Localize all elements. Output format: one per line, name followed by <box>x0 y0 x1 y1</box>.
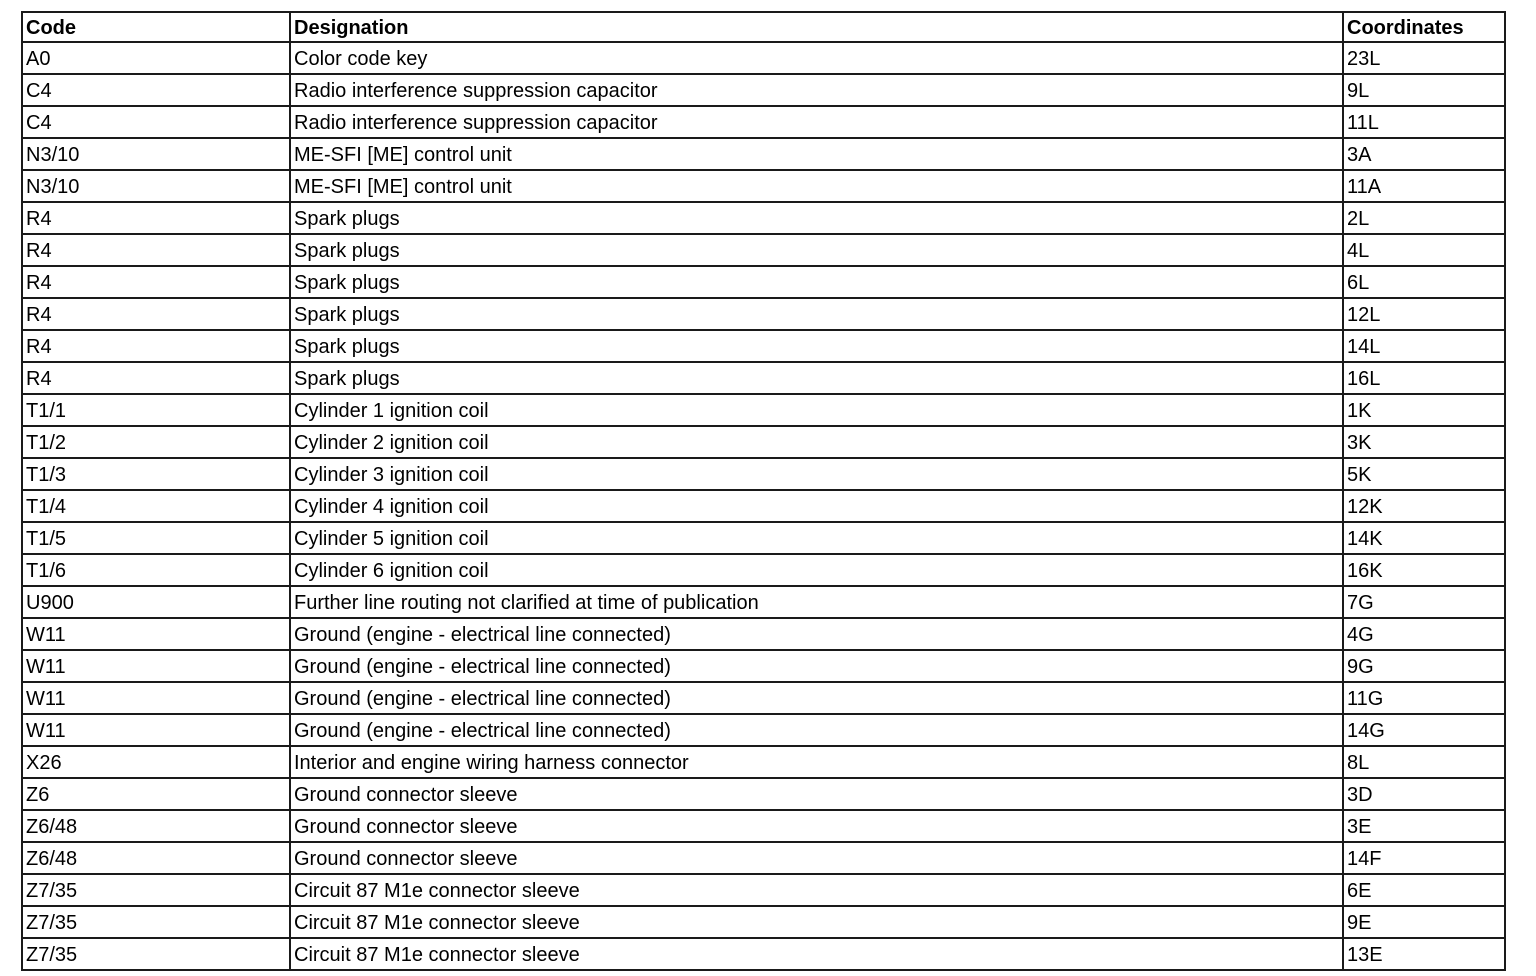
cell-designation: Interior and engine wiring harness connector <box>290 746 1343 778</box>
cell-designation: Further line routing not clarified at time of publication <box>290 586 1343 618</box>
table-row <box>22 234 1505 266</box>
cell-code: A0 <box>22 42 290 74</box>
cell-code: T1/1 <box>22 394 290 426</box>
table-header <box>22 12 1505 42</box>
table-row <box>22 42 1505 74</box>
cell-code: U900 <box>22 586 290 618</box>
cell-coordinates: 23L <box>1343 42 1505 74</box>
cell-code: Z7/35 <box>22 874 290 906</box>
cell-code: W11 <box>22 618 290 650</box>
cell-code: Z6/48 <box>22 842 290 874</box>
cell-designation: Spark plugs <box>290 234 1343 266</box>
cell-designation: Ground connector sleeve <box>290 778 1343 810</box>
cell-designation: Spark plugs <box>290 330 1343 362</box>
cell-coordinates: 11A <box>1343 170 1505 202</box>
cell-coordinates: 2L <box>1343 202 1505 234</box>
cell-code: W11 <box>22 682 290 714</box>
cell-code: Z6 <box>22 778 290 810</box>
header-coordinates: Coordinates <box>1343 12 1505 42</box>
table-row <box>22 362 1505 394</box>
cell-code: R4 <box>22 202 290 234</box>
cell-designation: Ground (engine - electrical line connected) <box>290 714 1343 746</box>
cell-coordinates: 12L <box>1343 298 1505 330</box>
table-row <box>22 618 1505 650</box>
cell-designation: Spark plugs <box>290 202 1343 234</box>
cell-designation: Circuit 87 M1e connector sleeve <box>290 906 1343 938</box>
cell-code: R4 <box>22 234 290 266</box>
cell-designation: Ground (engine - electrical line connected) <box>290 618 1343 650</box>
cell-coordinates: 1K <box>1343 394 1505 426</box>
table-row <box>22 714 1505 746</box>
cell-coordinates: 16L <box>1343 362 1505 394</box>
cell-designation: Spark plugs <box>290 298 1343 330</box>
table-row <box>22 490 1505 522</box>
table-row <box>22 746 1505 778</box>
cell-coordinates: 14G <box>1343 714 1505 746</box>
table-row <box>22 138 1505 170</box>
cell-coordinates: 3D <box>1343 778 1505 810</box>
cell-code: R4 <box>22 362 290 394</box>
cell-code: R4 <box>22 298 290 330</box>
cell-designation: Cylinder 3 ignition coil <box>290 458 1343 490</box>
table-row <box>22 874 1505 906</box>
cell-coordinates: 3E <box>1343 810 1505 842</box>
component-legend-table <box>21 11 1506 971</box>
table-row <box>22 74 1505 106</box>
cell-code: N3/10 <box>22 170 290 202</box>
table-row <box>22 330 1505 362</box>
cell-coordinates: 16K <box>1343 554 1505 586</box>
table-row <box>22 298 1505 330</box>
cell-designation: Ground (engine - electrical line connected) <box>290 650 1343 682</box>
cell-coordinates: 3A <box>1343 138 1505 170</box>
cell-designation: Circuit 87 M1e connector sleeve <box>290 874 1343 906</box>
cell-coordinates: 14K <box>1343 522 1505 554</box>
cell-code: Z7/35 <box>22 938 290 970</box>
header-row <box>22 12 1505 42</box>
cell-designation: Radio interference suppression capacitor <box>290 74 1343 106</box>
cell-designation: Spark plugs <box>290 266 1343 298</box>
table-row <box>22 938 1505 970</box>
cell-code: R4 <box>22 266 290 298</box>
cell-coordinates: 14F <box>1343 842 1505 874</box>
table-row <box>22 586 1505 618</box>
table-row <box>22 394 1505 426</box>
cell-designation: Ground connector sleeve <box>290 810 1343 842</box>
cell-coordinates: 9G <box>1343 650 1505 682</box>
table-row <box>22 810 1505 842</box>
cell-coordinates: 6E <box>1343 874 1505 906</box>
cell-code: Z7/35 <box>22 906 290 938</box>
cell-designation: Cylinder 6 ignition coil <box>290 554 1343 586</box>
cell-designation: Ground (engine - electrical line connected) <box>290 682 1343 714</box>
cell-coordinates: 5K <box>1343 458 1505 490</box>
table-row <box>22 458 1505 490</box>
cell-coordinates: 4L <box>1343 234 1505 266</box>
cell-coordinates: 7G <box>1343 586 1505 618</box>
table-row <box>22 554 1505 586</box>
cell-code: T1/6 <box>22 554 290 586</box>
cell-designation: Cylinder 4 ignition coil <box>290 490 1343 522</box>
cell-code: C4 <box>22 106 290 138</box>
table-body <box>22 42 1505 970</box>
table-row <box>22 266 1505 298</box>
cell-code: W11 <box>22 714 290 746</box>
cell-coordinates: 9E <box>1343 906 1505 938</box>
cell-code: W11 <box>22 650 290 682</box>
cell-designation: Cylinder 2 ignition coil <box>290 426 1343 458</box>
cell-designation: ME-SFI [ME] control unit <box>290 170 1343 202</box>
cell-coordinates: 11L <box>1343 106 1505 138</box>
table-row <box>22 170 1505 202</box>
cell-coordinates: 9L <box>1343 74 1505 106</box>
cell-designation: Spark plugs <box>290 362 1343 394</box>
table-row <box>22 682 1505 714</box>
table-row <box>22 106 1505 138</box>
cell-coordinates: 3K <box>1343 426 1505 458</box>
cell-code: N3/10 <box>22 138 290 170</box>
cell-designation: Color code key <box>290 42 1343 74</box>
header-code: Code <box>22 12 290 42</box>
cell-designation: Ground connector sleeve <box>290 842 1343 874</box>
cell-coordinates: 13E <box>1343 938 1505 970</box>
cell-code: Z6/48 <box>22 810 290 842</box>
cell-coordinates: 11G <box>1343 682 1505 714</box>
cell-coordinates: 6L <box>1343 266 1505 298</box>
cell-designation: ME-SFI [ME] control unit <box>290 138 1343 170</box>
cell-designation: Radio interference suppression capacitor <box>290 106 1343 138</box>
cell-designation: Cylinder 1 ignition coil <box>290 394 1343 426</box>
header-designation: Designation <box>290 12 1343 42</box>
cell-coordinates: 12K <box>1343 490 1505 522</box>
table-row <box>22 522 1505 554</box>
cell-code: T1/3 <box>22 458 290 490</box>
cell-code: T1/2 <box>22 426 290 458</box>
table-row <box>22 202 1505 234</box>
cell-designation: Circuit 87 M1e connector sleeve <box>290 938 1343 970</box>
cell-coordinates: 4G <box>1343 618 1505 650</box>
cell-code: R4 <box>22 330 290 362</box>
table-row <box>22 778 1505 810</box>
cell-code: T1/5 <box>22 522 290 554</box>
cell-coordinates: 14L <box>1343 330 1505 362</box>
cell-designation: Cylinder 5 ignition coil <box>290 522 1343 554</box>
table-row <box>22 426 1505 458</box>
cell-code: C4 <box>22 74 290 106</box>
table-row <box>22 842 1505 874</box>
table-row <box>22 906 1505 938</box>
cell-code: X26 <box>22 746 290 778</box>
cell-code: T1/4 <box>22 490 290 522</box>
table-row <box>22 650 1505 682</box>
cell-coordinates: 8L <box>1343 746 1505 778</box>
